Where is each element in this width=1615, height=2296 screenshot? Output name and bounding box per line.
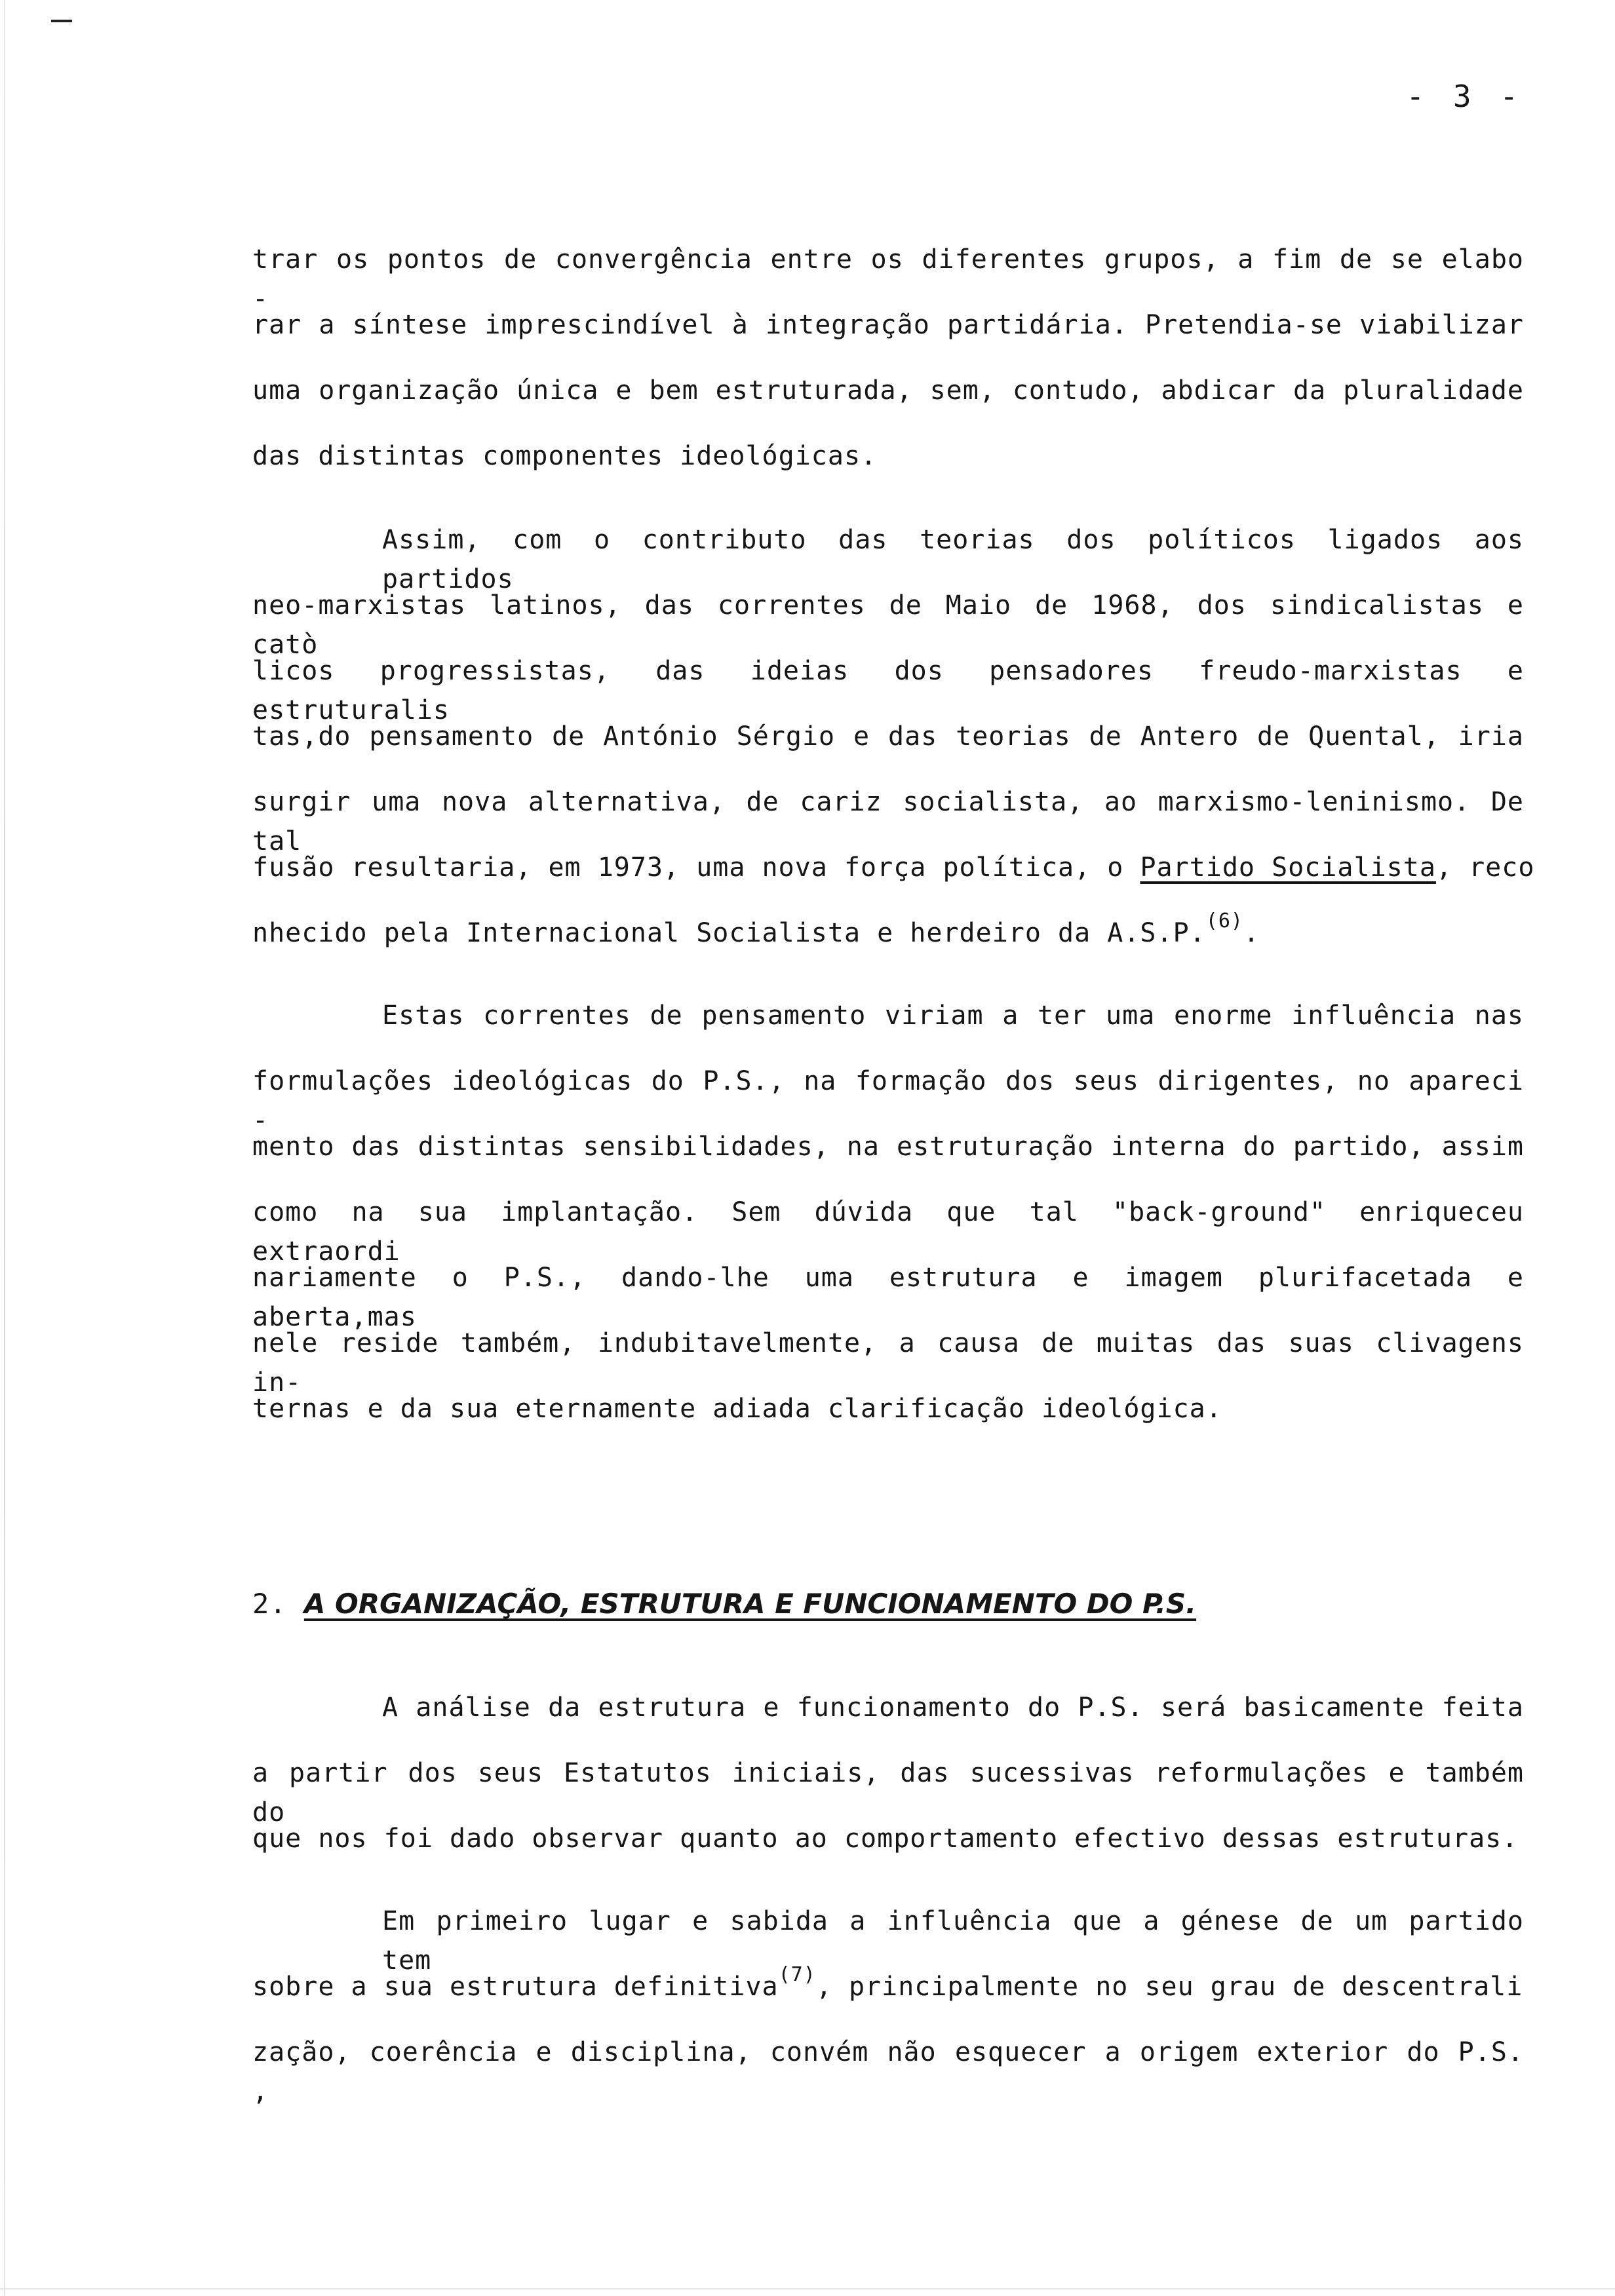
text-line: mento das distintas sensibilidades, na estruturação interna do partido, assim	[252, 1132, 1524, 1162]
section-title: A ORGANIZAÇÃO, ESTRUTURA E FUNCIONAMENTO DO P.S.	[303, 1588, 1197, 1620]
page-number: - 3 -	[1406, 79, 1523, 114]
text-line: Em primeiro lugar e sabida a influência que a génese de um partido tem	[382, 1906, 1524, 1976]
text-line: zação, coerência e disciplina, convém não esquecer a origem exterior do P.S. ,	[252, 2037, 1524, 2107]
text-line: que nos foi dado observar quanto ao comportamento efectivo dessas estruturas.	[252, 1824, 1519, 1854]
text-line: A análise da estrutura e funcionamento do P.S. será basicamente feita	[382, 1693, 1524, 1723]
text-line: formulações ideológicas do P.S., na formação dos seus dirigentes, no apareci -	[252, 1066, 1524, 1136]
text-line: Estas correntes de pensamento viriam a ter uma enorme influência nas	[382, 1001, 1524, 1031]
text-segment: nhecido pela Internacional Socialista e herdeiro da A.S.P.	[252, 918, 1206, 948]
text-segment: .	[1243, 918, 1260, 948]
text-line: nariamente o P.S., dando-lhe uma estrutura e imagem plurifacetada e aberta,mas	[252, 1263, 1524, 1332]
text-segment: fusão resultaria, em 1973, uma nova força política, o	[252, 852, 1140, 883]
text-segment: , principalmente no seu grau de descentrali	[815, 1972, 1523, 2002]
text-line: das distintas componentes ideológicas.	[252, 441, 878, 471]
text-line: licos progressistas, das ideias dos pensadores freudo-marxistas e estruturalis	[252, 656, 1524, 725]
text-line: rar a síntese imprescindível à integração partidária. Pretendia-se viabilizar	[252, 310, 1524, 340]
scan-mark	[51, 20, 72, 22]
scan-left-edge	[4, 0, 5, 2296]
section-heading	[252, 1584, 1196, 1624]
text-line: uma organização única e bem estruturada, sem, contudo, abdicar da pluralidade	[252, 375, 1524, 406]
text-segment: , reco	[1435, 852, 1535, 883]
footnote-ref-6: (6)	[1205, 909, 1243, 932]
party-name-underlined: Partido Socialista	[1140, 852, 1436, 883]
text-line: surgir uma nova alternativa, de cariz socialista, ao marxismo-leninismo. De tal	[252, 787, 1524, 856]
text-line: neo-marxistas latinos, das correntes de Maio de 1968, dos sindicalistas e catò	[252, 590, 1524, 660]
text-line	[252, 1962, 1524, 2006]
footnote-ref-7: (7)	[778, 1962, 816, 1986]
text-line: nele reside também, indubitavelmente, a causa de muitas das suas clivagens in-	[252, 1328, 1524, 1398]
text-line: tas,do pensamento de António Sérgio e das teorias de Antero de Quental, iria	[252, 721, 1524, 752]
text-line	[252, 909, 1524, 953]
scan-bottom-edge	[0, 2288, 1615, 2289]
text-line: a partir dos seus Estatutos iniciais, das sucessivas reformulações e também do	[252, 1758, 1524, 1827]
text-segment: sobre a sua estrutura definitiva	[252, 1972, 779, 2002]
text-line: como na sua implantação. Sem dúvida que tal "back-ground" enriqueceu extraordi	[252, 1197, 1524, 1267]
text-line: ternas e da sua eternamente adiada clarificação ideológica.	[252, 1394, 1222, 1424]
text-line: trar os pontos de convergência entre os diferentes grupos, a fim de se elabo -	[252, 244, 1524, 314]
section-number: 2.	[252, 1588, 287, 1620]
text-line	[252, 848, 1535, 887]
text-line: Assim, com o contributo das teorias dos políticos ligados aos partidos	[382, 525, 1524, 594]
